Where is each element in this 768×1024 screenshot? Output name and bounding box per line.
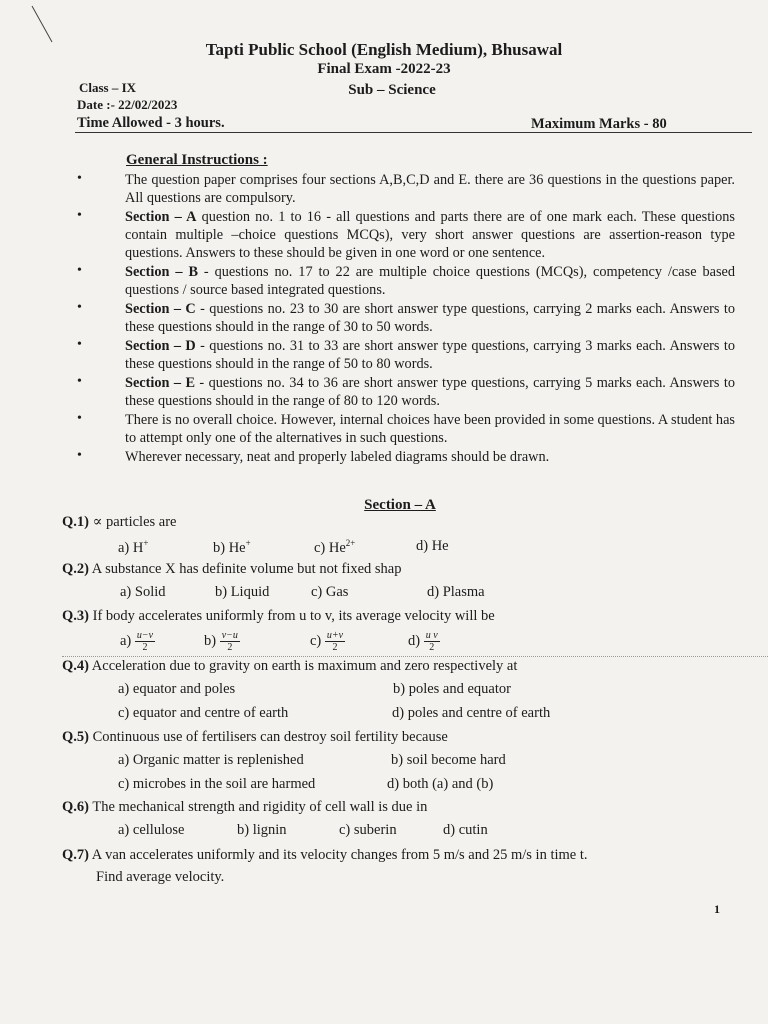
q6-option-b: b) lignin (237, 822, 287, 838)
time-allowed: Time Allowed - 3 hours. (77, 115, 225, 131)
q3-option-b: b) $\frac{v-u}{2}$ (204, 630, 238, 653)
maximum-marks: Maximum Marks - 80 (531, 116, 667, 132)
instruction-item: • Section – A question no. 1 to 16 - all questions and parts there are of one mark each. These questions contain multiple –choice questions MCQs), very short answer questions are assertion-reason type questions. Answers to these should be given in one word or one sentence. (77, 208, 735, 261)
instruction-item: • There is no overall choice. However, internal choices have been provided in some questions. A student has to attempt only one of the alternatives in such questions. (77, 411, 735, 446)
q4-option-a: a) equator and poles (118, 681, 236, 697)
scan-dotted-line (62, 656, 768, 657)
class-line: Class – IX (79, 80, 137, 95)
bullet-icon: • (77, 337, 82, 352)
bullet-icon: • (77, 208, 82, 223)
q5-option-a: a) Organic matter is replenished (118, 752, 304, 768)
question-2: Q.2) A substance X has definite volume but not fixed shap (62, 561, 402, 577)
page-number: 1 (714, 902, 720, 916)
q1-option-d: d) He (416, 538, 449, 554)
bullet-icon: • (77, 300, 82, 315)
instruction-item: • Section – E - questions no. 34 to 36 are short answer type questions, carrying 5 marks each. Answers to these questions should in the range of 80 to 120 words. (77, 374, 735, 409)
q4-option-b: b) poles and equator (393, 681, 511, 697)
date-line: Date :- 22/02/2023 (77, 97, 178, 112)
q6-option-c: c) suberin (339, 822, 397, 838)
q2-option-b: b) Liquid (215, 584, 270, 600)
q3-option-d: d) $\frac{\text{u v}}{2}$ (408, 630, 438, 653)
fraction: $\frac{u+v}{2}$ (326, 630, 344, 653)
instruction-item: • Wherever necessary, neat and properly labeled diagrams should be drawn. (77, 448, 550, 465)
bullet-icon: • (77, 411, 82, 426)
q2-option-c: c) Gas (311, 584, 349, 600)
fraction: $\frac{u-v}{2}$ (136, 630, 154, 653)
fraction: $\frac{\text{u v}}{2}$ (425, 630, 438, 653)
instruction-item: • The question paper comprises four sections A,B,C,D and E. there are 36 questions in the questions paper. All questions are compulsory. (77, 171, 735, 206)
q4-option-c: c) equator and centre of earth (118, 705, 289, 721)
fraction: $\frac{v-u}{2}$ (221, 630, 238, 653)
q4-option-d: d) poles and centre of earth (392, 705, 551, 721)
q3-option-a: a) $\frac{u-v}{2}$ (120, 630, 154, 653)
q6-option-d: d) cutin (443, 822, 488, 838)
corner-pen-mark (30, 4, 58, 44)
bullet-icon: • (77, 374, 82, 389)
question-7: Q.7) A van accelerates uniformly and its velocity changes from 5 m/s and 25 m/s in time t. (62, 847, 588, 863)
exam-title: Final Exam -2022-23 (317, 61, 451, 77)
question-5: Q.5) Continuous use of fertilisers can destroy soil fertility because (62, 729, 448, 745)
q1-option-a: a) H+ (118, 538, 149, 556)
instructions-list (75, 171, 735, 467)
q3-option-c: c) $\frac{u+v}{2}$ (310, 630, 344, 653)
instruction-item: • Section – B - questions no. 17 to 22 are multiple choice questions (MCQs), competency /case based questions / source based integrated questions. (77, 263, 736, 298)
section-a-heading: Section – A (364, 497, 436, 513)
subject-line: Sub – Science (348, 82, 436, 98)
question-3: Q.3) If body accelerates uniformly from u to v, its average velocity will be (62, 608, 495, 624)
question-4: Q.4) Acceleration due to gravity on earth is maximum and zero respectively at (62, 658, 518, 674)
instructions-title: General Instructions : (126, 152, 268, 168)
header-divider (75, 132, 752, 133)
q5-option-d: d) both (a) and (b) (387, 776, 494, 792)
question-7-continuation: Find average velocity. (96, 869, 225, 885)
q1-option-c: c) $He^{2+}$ (314, 538, 356, 556)
q5-option-c: c) microbes in the soil are harmed (118, 776, 316, 792)
question-1: Q.1) ∝ particles are (62, 514, 177, 530)
q2-option-a: a) Solid (120, 584, 166, 600)
school-name: Tapti Public School (English Medium), Bhusawal (205, 40, 563, 59)
bullet-icon: • (77, 448, 82, 463)
q2-option-d: d) Plasma (427, 584, 485, 600)
q1-option-b: b) He+ (213, 538, 251, 556)
q5-option-b: b) soil become hard (391, 752, 506, 768)
instruction-item: • Section – C - questions no. 23 to 30 are short answer type questions, carrying 2 marks each. Answers to these questions should in the range of 30 to 50 words. (77, 300, 735, 335)
question-6: Q.6) The mechanical strength and rigidity of cell wall is due in (62, 799, 428, 815)
instruction-item: • Section – D - questions no. 31 to 33 are short answer type questions, carrying 3 marks each. Answers to these questions should in the range of 50 to 80 words. (77, 337, 735, 372)
bullet-icon: • (77, 263, 82, 278)
q6-option-a: a) cellulose (118, 822, 185, 838)
bullet-icon: • (77, 171, 82, 186)
